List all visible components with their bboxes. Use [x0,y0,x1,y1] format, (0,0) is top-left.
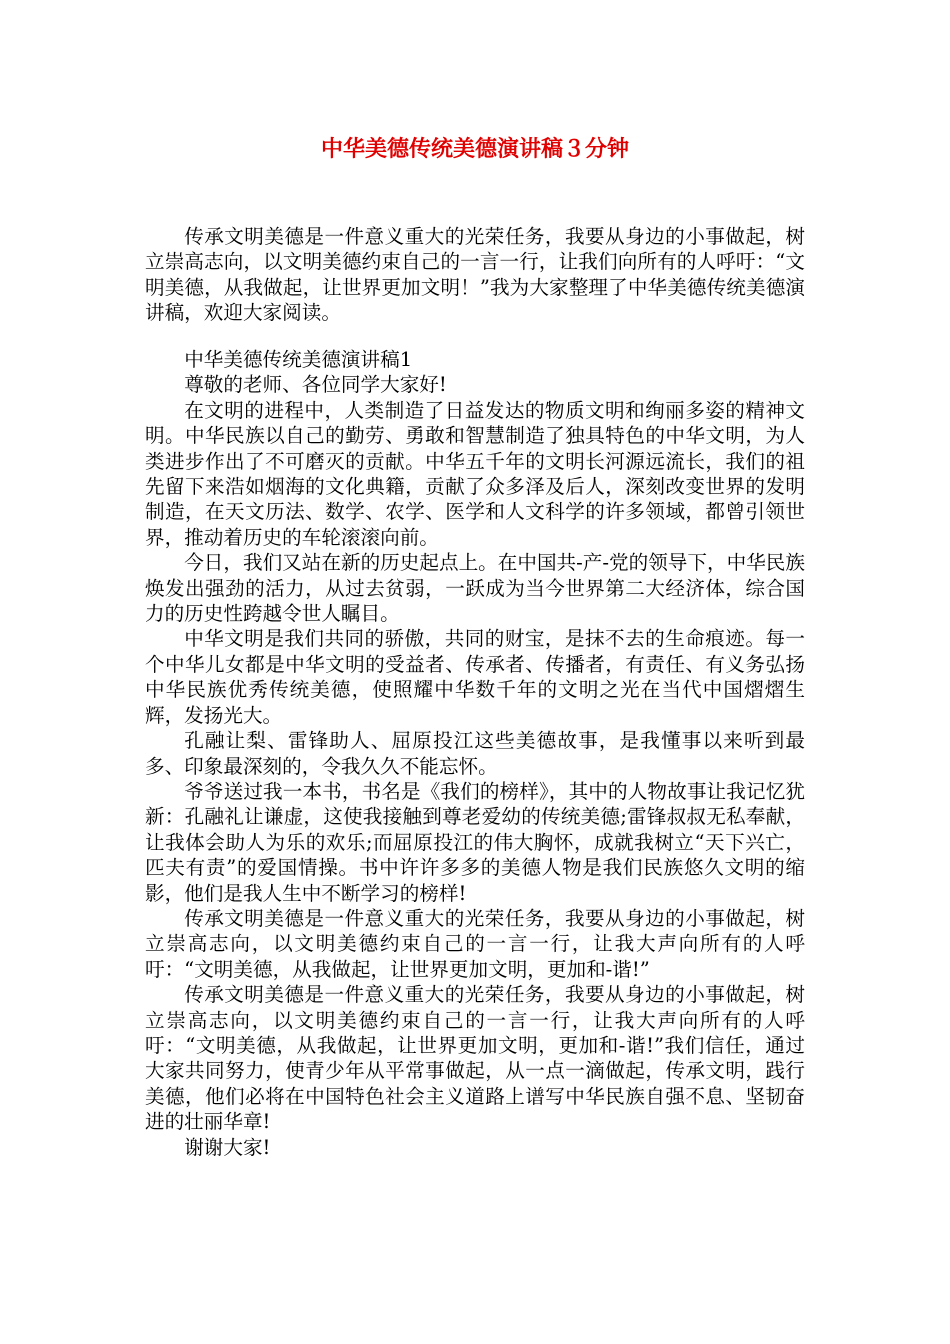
speech-heading: 中华美德传统美德演讲稿1 [184,348,413,371]
speech-paragraph: 传承文明美德是一件意义重大的光荣任务，我要从身边的小事做起，树立崇高志向，以文明美德约束自己的一言一行，让我大声向所有的人呼吁：“文明美德，从我做起，让世界更加文明，更加和-谐!” [145,906,805,981]
speech-paragraph: 爷爷送过我一本书，书名是《我们的榜样》，其中的人物故事让我记忆犹新：孔融礼让谦虚，这使我接触到尊老爱幼的传统美德;雷锋叔叔无私奉献，让我体会助人为乐的欢乐;而屈原投江的伟大胸怀，成就我树立“天下兴亡，匹夫有责”的爱国情操。书中许许多多的美德人物是我们民族悠久文明的缩影，他们是我人生中不断学习的榜样! [145,779,805,905]
intro-section [145,224,805,326]
speech-paragraph: 传承文明美德是一件意义重大的光荣任务，我要从身边的小事做起，树立崇高志向，以文明美德约束自己的一言一行，让我大声向所有的人呼吁：“文明美德，从我做起，让世界更加文明，更加和-谐!”我们信任，通过大家共同努力，使青少年从平常事做起，从一点一滴做起，传承文明，践行美德，他们必将在中国特色社会主义道路上谱写中华民族自强不息、坚韧奋进的壮丽华章! [145,983,805,1134]
speech-paragraph: 在文明的进程中，人类制造了日益发达的物质文明和绚丽多姿的精神文明。中华民族以自己的勤劳、勇敢和智慧制造了独具特色的中华文明，为人类进步作出了不可磨灭的贡献。中华五千年的文明长河源远流长，我们的祖先留下来浩如烟海的文化典籍，贡献了众多泽及后人，深刻改变世界的发明制造，在天文历法、数学、农学、医学和人文科学的许多领域，都曾引领世界，推动着历史的车轮滚滚向前。 [145,398,805,549]
speech-paragraph: 今日，我们又站在新的历史起点上。在中国共-产-党的领导下，中华民族焕发出强劲的活力，从过去贫弱，一跃成为当今世界第二大经济体，综合国力的历史性跨越令世人瞩目。 [145,551,805,626]
speech-paragraph: 孔融让梨、雷锋助人、屈原投江这些美德故事，是我懂事以来听到最多、印象最深刻的，令我久久不能忘怀。 [145,729,805,778]
speech-section [145,347,805,1160]
speech-closing: 谢谢大家! [184,1135,271,1159]
document-title: 中华美德传统美德演讲稿３分钟 [320,137,629,162]
intro-paragraph: 传承文明美德是一件意义重大的光荣任务，我要从身边的小事做起，树立崇高志向，以文明美德约束自己的一言一行，让我们向所有的人呼吁：“文明美德，从我做起，让世界更加文明！”我为大家整理了中华美德传统美德演讲稿，欢迎大家阅读。 [145,225,805,325]
speech-greeting: 尊敬的老师、各位同学大家好! [184,373,447,397]
speech-paragraph: 中华文明是我们共同的骄傲，共同的财宝，是抹不去的生命痕迹。每一个中华儿女都是中华文明的受益者、传承者、传播者，有责任、有义务弘扬中华民族优秀传统美德，使照耀中华数千年的文明之光在当代中国熠熠生辉，发扬光大。 [145,627,805,727]
